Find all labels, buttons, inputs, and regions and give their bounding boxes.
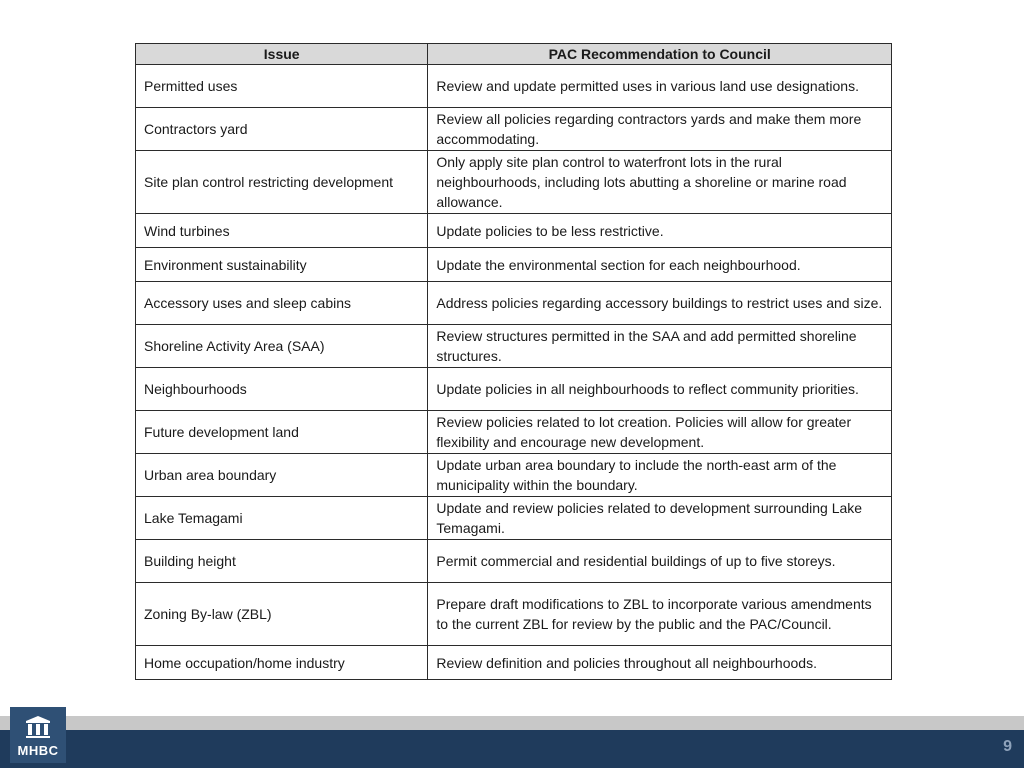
recommendation-cell: Review and update permitted uses in various land use designations. — [428, 65, 892, 108]
recommendations-table — [135, 43, 892, 680]
table-row — [136, 411, 892, 454]
recommendation-cell: Review policies related to lot creation. Policies will allow for greater flexibility and encourage new development. — [428, 411, 892, 454]
table-row — [136, 151, 892, 214]
issue-cell: Building height — [136, 540, 428, 583]
issue-cell: Home occupation/home industry — [136, 646, 428, 680]
footer-bar — [0, 730, 1024, 768]
table-row — [136, 282, 892, 325]
issue-cell: Site plan control restricting development — [136, 151, 428, 214]
page-number: 9 — [1003, 738, 1012, 755]
recommendation-cell: Update policies in all neighbourhoods to reflect community priorities. — [428, 368, 892, 411]
issue-cell: Accessory uses and sleep cabins — [136, 282, 428, 325]
table-row — [136, 540, 892, 583]
recommendation-cell: Only apply site plan control to waterfront lots in the rural neighbourhoods, including lots abutting a shoreline or marine road allowance. — [428, 151, 892, 214]
building-columns-icon — [24, 715, 52, 739]
table-row — [136, 214, 892, 248]
recommendation-cell: Prepare draft modifications to ZBL to incorporate various amendments to the current ZBL for review by the public and the PAC/Council. — [428, 583, 892, 646]
issue-cell: Shoreline Activity Area (SAA) — [136, 325, 428, 368]
table-row — [136, 646, 892, 680]
recommendation-cell: Review all policies regarding contractors yards and make them more accommodating. — [428, 108, 892, 151]
recommendation-cell: Address policies regarding accessory buildings to restrict uses and size. — [428, 282, 892, 325]
table-row — [136, 368, 892, 411]
issue-cell: Future development land — [136, 411, 428, 454]
issue-cell: Environment sustainability — [136, 248, 428, 282]
table-row — [136, 325, 892, 368]
recommendation-cell: Update the environmental section for each neighbourhood. — [428, 248, 892, 282]
recommendation-cell: Permit commercial and residential buildings of up to five storeys. — [428, 540, 892, 583]
recommendation-cell: Update urban area boundary to include the north-east arm of the municipality within the boundary. — [428, 454, 892, 497]
footer-stripe — [0, 716, 1024, 730]
recommendation-cell: Review structures permitted in the SAA and add permitted shoreline structures. — [428, 325, 892, 368]
issue-cell: Lake Temagami — [136, 497, 428, 540]
table-row — [136, 583, 892, 646]
table-row — [136, 65, 892, 108]
issue-cell: Zoning By-law (ZBL) — [136, 583, 428, 646]
issue-cell: Neighbourhoods — [136, 368, 428, 411]
issue-cell: Urban area boundary — [136, 454, 428, 497]
table-row — [136, 108, 892, 151]
table-row — [136, 248, 892, 282]
recommendation-cell: Review definition and policies throughout all neighbourhoods. — [428, 646, 892, 680]
mhbc-logo — [10, 707, 66, 763]
table-header-row — [136, 44, 892, 65]
table-row — [136, 454, 892, 497]
header-issue: Issue — [136, 44, 428, 65]
table-row — [136, 497, 892, 540]
issue-cell: Wind turbines — [136, 214, 428, 248]
issue-cell: Contractors yard — [136, 108, 428, 151]
logo-text: MHBC — [17, 743, 59, 758]
header-recommendation: PAC Recommendation to Council — [428, 44, 892, 65]
recommendation-cell: Update policies to be less restrictive. — [428, 214, 892, 248]
recommendation-cell: Update and review policies related to development surrounding Lake Temagami. — [428, 497, 892, 540]
issue-cell: Permitted uses — [136, 65, 428, 108]
